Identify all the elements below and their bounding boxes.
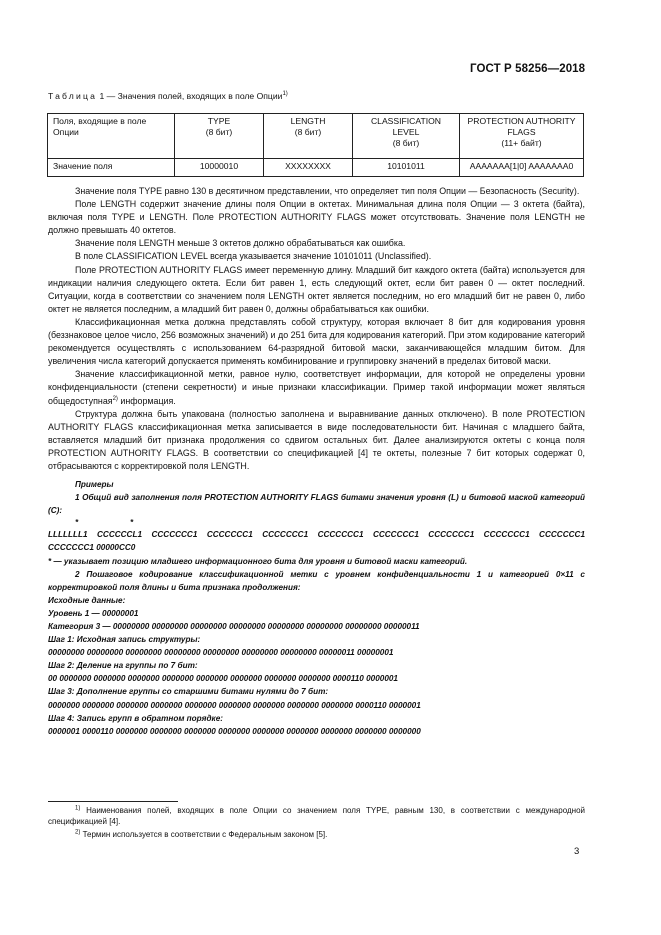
level-value: Уровень 1 — 00000001 <box>48 608 139 618</box>
table-row <box>48 159 584 177</box>
paragraph: В поле CLASSIFICATION LEVEL всегда указывается значение 10101011 (Unclassified). <box>75 251 432 262</box>
paragraph-text: Значение классификационной метки, равное нулю, соответствует информации, для которой не определены уровни конфиденциальности (степени секретности) и иные признаки классификации. Пример такой информации может являться общедоступная <box>48 369 585 406</box>
document-id: ГОСТ Р 58256—2018 <box>470 63 586 75</box>
header-text: (8 бит) <box>205 127 233 137</box>
table-caption <box>48 91 288 101</box>
table-cell: 10000010 <box>175 159 264 177</box>
page-number: 3 <box>574 846 580 857</box>
footnote-text: Наименования полей, входящих в поле Опции со значением поля TYPE, равным 130, в соответствии с международной спецификацией [4]. <box>48 806 585 826</box>
header-text: FLAGS <box>507 127 536 137</box>
header-cell-fields <box>48 114 175 159</box>
header-text: LENGTH <box>290 116 326 126</box>
examples-title: Примеры <box>75 480 114 490</box>
header-cell-classification <box>353 114 460 159</box>
step-4-value: 0000001 0000110 0000000 0000000 0000000 0000000 0000000 0000000 0000000 0000000 0000000 <box>48 726 421 736</box>
document-body <box>48 185 585 738</box>
paragraph: Поле LENGTH содержит значение длины поля Опции в октетах. Минимальная длина поля Опции — 3 октета (байта), включая поля TYPE и LENGTH. Поле PROTECTION AUTHORITY FLAGS может отсутствовать. Значение поля LENGTH не должно превышать 40 октетов. <box>48 199 585 236</box>
step-3-value: 0000000 0000000 0000000 0000000 0000000 0000000 0000000 0000000 0000000 0000110 0000001 <box>48 700 421 710</box>
header-text: (8 бит) <box>294 127 322 137</box>
table-cell: Значение поля <box>48 159 175 177</box>
paragraph-text: информация. <box>117 395 176 406</box>
footnote-2 <box>48 829 585 840</box>
example-2-title: 2 Пошаговое кодирование классификационной метки с уровнем конфиденциальности 1 и категорией 0×11 с корректировкой поля длины и бита признака продолжения: <box>48 569 585 592</box>
footnote-mark: 2) <box>75 829 81 836</box>
footnote-mark: 1) <box>75 805 81 812</box>
category-value: Категория 3 — 00000000 00000000 00000000 00000000 00000000 00000000 00000000 00000011 <box>48 622 420 631</box>
table-cell: XXXXXXXX <box>264 159 353 177</box>
header-text: PROTECTION AUTHORITY <box>467 116 576 126</box>
header-text: TYPE <box>207 116 231 126</box>
example-note: * — указывает позицию младшего информационного бита для уровня и битовой маски категорий. <box>48 556 468 566</box>
table-caption-label: Таблица <box>48 91 98 101</box>
header-cell-protection <box>460 114 584 159</box>
paragraph: Значение поля TYPE равно 130 в десятичном представлении, что определяет тип поля Опции — Безопасность (Security). <box>75 186 580 196</box>
example-1-line-1: LLLLLLL1 CCCCCCL1 CCCCCCC1 CCCCCCC1 CCCCCCC1 CCCCCCC1 CCCCCCC1 CCCCCCC1 CCCCCCC1 CCCCCCC1 <box>48 530 585 540</box>
paragraph: Структура должна быть упакована (полностью заполнена и выравнивание данных отключено). В поле PROTECTION AUTHORITY FLAGS классификационная метка записывается в виде последовательности бит. Начиная с младшего байта, вставляется младший бит признака продолжения со сдвигом остальных бит. Далее анализируются октеты с конца поля PROTECTION AUTHORITY FLAGS. В соответствии со спецификацией [4] те октеты, полезные 7 бит которых содержат 0, отбрасываются с корректировкой поля LENGTH. <box>48 408 585 471</box>
step-2-value: 00 0000000 0000000 0000000 0000000 0000000 0000000 0000000 0000000 0000110 0000001 <box>48 674 398 684</box>
footnote-divider <box>48 801 178 802</box>
step-3-title: Шаг 3: Дополнение группы со старшими битами нулями до 7 бит: <box>48 687 329 697</box>
footnote-text: Термин используется в соответствии с Федеральным законом [5]. <box>82 830 328 839</box>
header-cell-length <box>264 114 353 159</box>
marker: * <box>130 518 134 528</box>
paragraph <box>48 368 585 407</box>
example-1-line-2: CCCCCCC1 00000CC0 <box>48 543 136 553</box>
header-text: LEVEL <box>392 127 420 137</box>
paragraph: Поле PROTECTION AUTHORITY FLAGS имеет переменную длину. Младший бит каждого октета (байта) используется для индикации наличия следующего октета. Если бит равен 1, есть следующий октет, если бит равен 0 — октет последний. Ситуации, когда в соответствии со значением поля LENGTH октет является последним, но его младший бит не равен 0, либо октет не является последним, а младший бит равен 0, должны обрабатываться как ошибки. <box>48 264 585 314</box>
step-1-title: Шаг 1: Исходная запись структуры: <box>48 635 201 645</box>
header-text: CLASSIFICATION <box>370 116 442 126</box>
table-cell: AAAAAAA[1|0] AAAAAAA0 <box>460 159 584 177</box>
footnote-ref: 2) <box>112 395 118 402</box>
paragraph: Значение поля LENGTH меньше 3 октетов должно обрабатываться как ошибка. <box>75 238 406 249</box>
step-4-title: Шаг 4: Запись групп в обратном порядке: <box>48 713 223 723</box>
header-text: Поля, входящие в поле <box>53 116 147 126</box>
example-1-title: 1 Общий вид заполнения поля PROTECTION AUTHORITY FLAGS битами значения уровня (L) и битовой маской категорий (C): <box>48 493 585 516</box>
table-caption-text: 1 — Значения полей, входящих в поле Опции <box>97 91 283 101</box>
paragraph: Классификационная метка должна представлять собой структуру, которая включает 8 бит для кодирования уровня (беззнаковое целое число, 256 возможных значений) и до 251 бита для кодирования категорий. При этом кодирование категорий рекомендуется осуществлять с использованием 64-разрядной битовой маски, заканчивающейся младшим битом. Для увеличения числа категорий допускается применять комбинирование и группировку значений в пределах битовой маски. <box>48 316 585 367</box>
example-1-markers <box>48 517 585 528</box>
table-caption-footnote-ref: 1) <box>282 91 288 98</box>
step-1-value: 00000000 00000000 00000000 00000000 00000000 00000000 00000000 00000011 00000001 <box>48 648 394 658</box>
options-table <box>47 113 584 177</box>
source-data-title: Исходные данные: <box>48 595 126 605</box>
header-text: Опции <box>53 127 79 137</box>
marker: * <box>75 518 79 528</box>
header-text: (11+ байт) <box>501 138 542 148</box>
table-header-row <box>48 114 584 159</box>
table-cell: 10101011 <box>353 159 460 177</box>
step-2-title: Шаг 2: Деление на группы по 7 бит: <box>48 661 198 671</box>
header-cell-type <box>175 114 264 159</box>
header-text: (8 бит) <box>392 138 420 148</box>
footnote-1 <box>48 805 585 827</box>
